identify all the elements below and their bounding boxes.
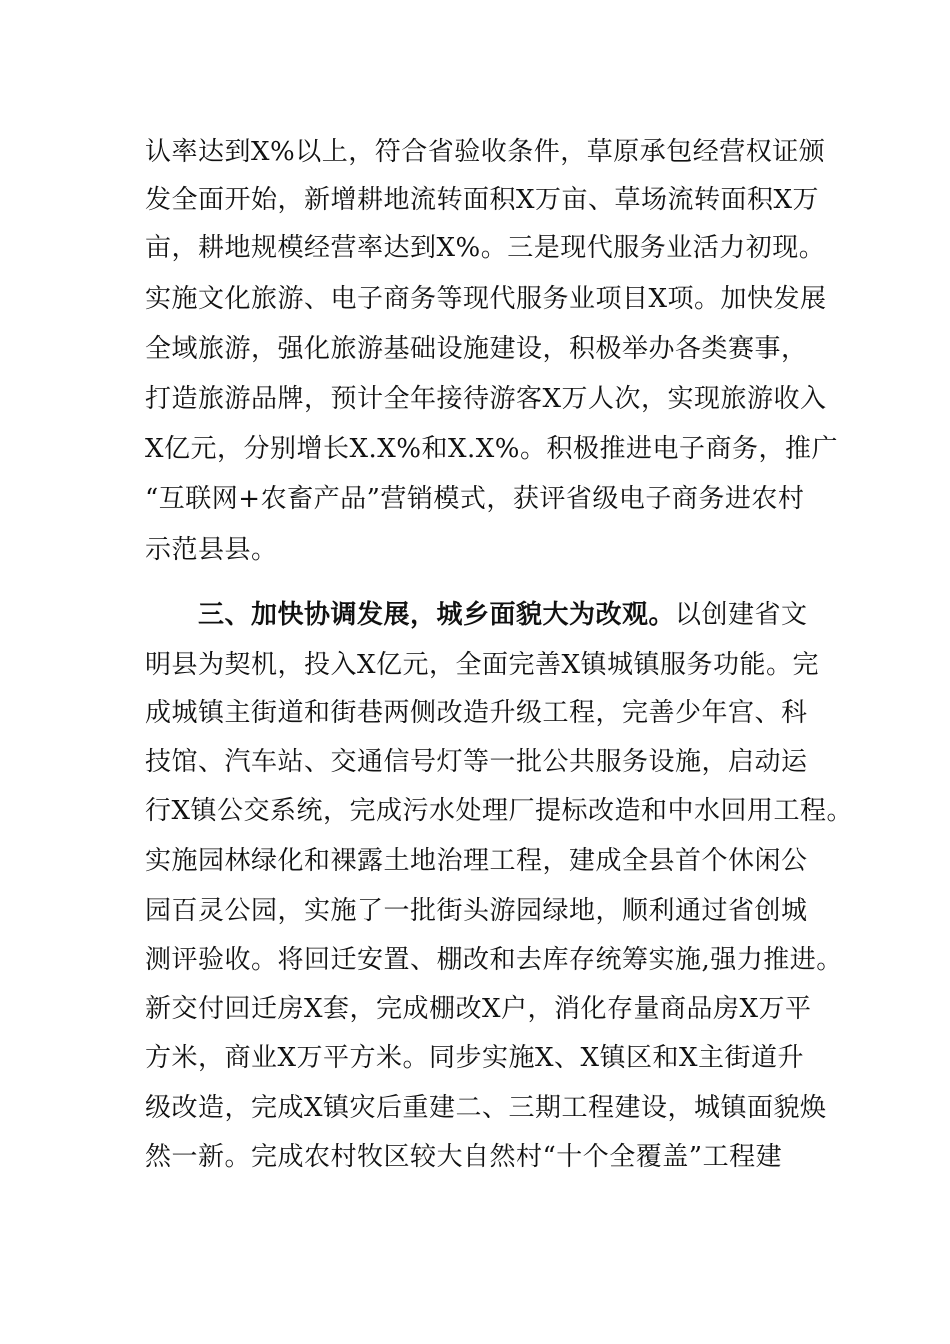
body-text-line: 行X镇公交系统，完成污水处理厂提标改造和中水回用工程。 xyxy=(145,796,854,826)
body-text-line: 实施文化旅游、电子商务等现代服务业项目X项。加快发展 xyxy=(145,284,827,314)
body-text-line: 成城镇主街道和街巷两侧改造升级工程，完善少年宫、科 xyxy=(145,698,808,728)
body-text-line: 测评验收。将回迁安置、棚改和去库存统筹实施,强力推进。 xyxy=(145,945,843,975)
section-heading: 三、加快协调发展，城乡面貌大为改观。 xyxy=(198,600,676,630)
body-text-line: 方米，商业X万平方米。同步实施X、X镇区和X主街道升 xyxy=(145,1043,805,1073)
body-text-line: 园百灵公园，实施了一批街头游园绿地，顺利通过省创城 xyxy=(145,896,808,926)
body-text-line: 示范县县。 xyxy=(145,535,278,565)
body-text-line: 发全面开始，新增耕地流转面积X万亩、草场流转面积X万 xyxy=(145,185,820,215)
body-text-line: 打造旅游品牌，预计全年接待游客X万人次，实现旅游收入 xyxy=(145,384,827,414)
body-text-line: 新交付回迁房X套，完成棚改X户，消化存量商品房X万平 xyxy=(145,994,812,1024)
section-heading-continuation: 以创建省文 xyxy=(675,600,808,630)
body-text-line: 认率达到X%以上，符合省验收条件，草原承包经营权证颁 xyxy=(145,137,826,167)
body-text-line: 技馆、汽车站、交通信号灯等一批公共服务设施，启动运 xyxy=(145,747,808,777)
body-text-line: 亩，耕地规模经营率达到X%。三是现代服务业活力初现。 xyxy=(145,233,826,263)
section-heading-line xyxy=(198,600,808,630)
body-text-line: 实施园林绿化和裸露土地治理工程，建成全县首个休闲公 xyxy=(145,846,808,876)
body-text-line: 级改造，完成X镇灾后重建二、三期工程建设，城镇面貌焕 xyxy=(145,1093,827,1123)
body-text-line: “互联网+农畜产品”营销模式，获评省级电子商务进农村 xyxy=(145,484,805,514)
body-text-line: 然一新。完成农村牧区较大自然村“十个全覆盖”工程建 xyxy=(145,1142,783,1172)
body-text-line: X亿元，分别增长X.X%和X.X%。积极推进电子商务，推广 xyxy=(145,434,838,464)
body-text-line: 全域旅游，强化旅游基础设施建设，积极举办各类赛事， xyxy=(145,334,808,364)
body-text-line: 明县为契机，投入X亿元，全面完善X镇城镇服务功能。完 xyxy=(145,650,820,680)
